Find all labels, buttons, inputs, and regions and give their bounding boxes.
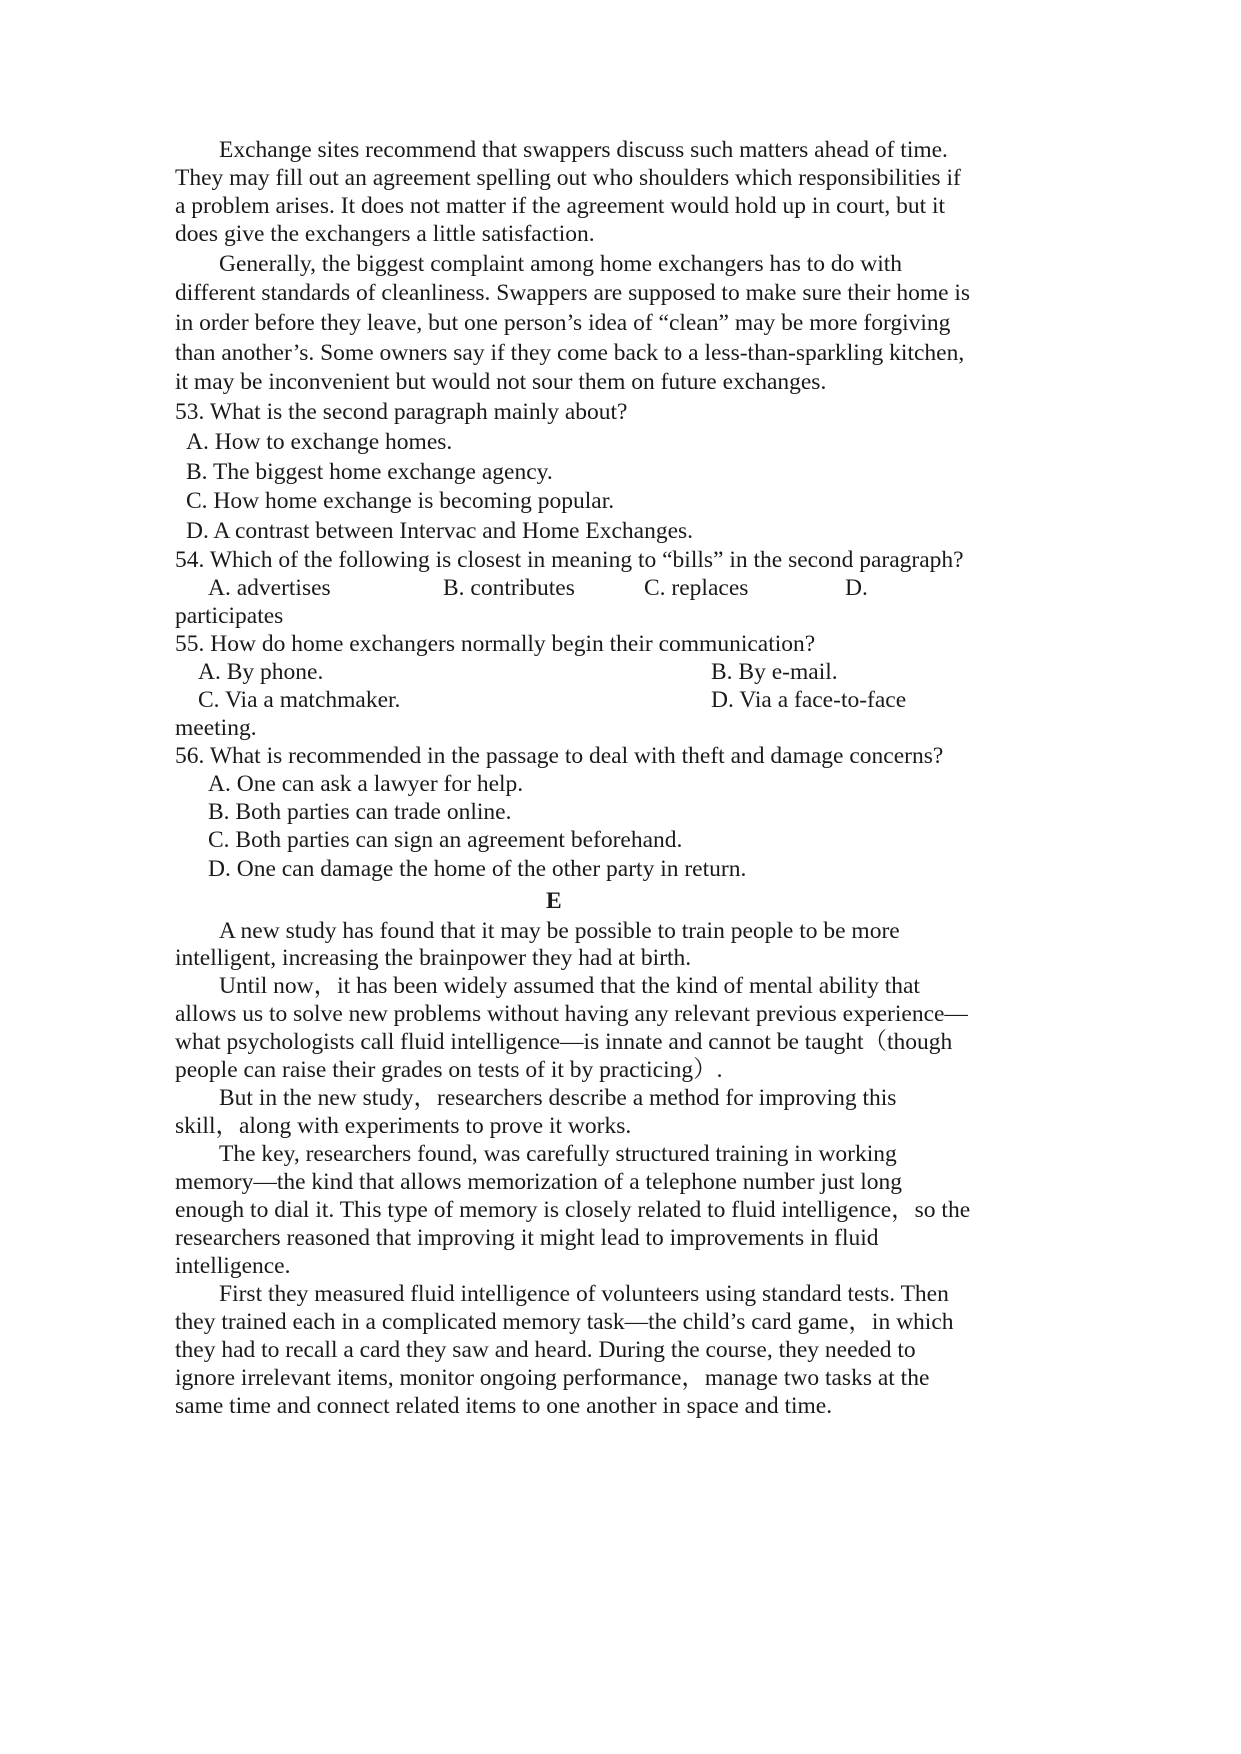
- text-line: it may be inconvenient but would not sour them on future exchanges.: [175, 369, 827, 395]
- text-line: intelligent, increasing the brainpower they had at birth.: [175, 945, 692, 971]
- answer-option-c: C. Both parties can sign an agreement beforehand.: [208, 827, 683, 853]
- answer-option-d: D. A contrast between Intervac and Home Exchanges.: [186, 518, 694, 544]
- text-line: memory—the kind that allows memorization of a telephone number just long: [175, 1169, 903, 1195]
- question-stem: 53. What is the second paragraph mainly about?: [175, 399, 628, 425]
- text-line: skill，along with experiments to prove it works.: [175, 1113, 632, 1139]
- answer-option-d-wrap: participates: [175, 603, 284, 629]
- answer-option-a: A. advertises: [208, 575, 331, 601]
- question-stem: 55. How do home exchangers normally begin their communication?: [175, 631, 816, 657]
- answer-option-b: B. contributes: [443, 575, 575, 601]
- text-line: a problem arises. It does not matter if the agreement would hold up in court, but it: [175, 193, 946, 219]
- answer-option-d: D.: [845, 575, 868, 601]
- section-heading: E: [546, 888, 562, 914]
- text-line: does give the exchangers a little satisfaction.: [175, 221, 595, 247]
- text-line: First they measured fluid intelligence of volunteers using standard tests. Then: [219, 1281, 949, 1307]
- text-line: ignore irrelevant items, monitor ongoing performance，manage two tasks at the: [175, 1365, 930, 1391]
- text-line: researchers reasoned that improving it might lead to improvements in fluid: [175, 1225, 879, 1251]
- answer-option-a: A. By phone.: [198, 659, 324, 685]
- text-line: people can raise their grades on tests of it by practicing）.: [175, 1057, 723, 1083]
- text-line: they had to recall a card they saw and heard. During the course, they needed to: [175, 1337, 916, 1363]
- text-line: A new study has found that it may be possible to train people to be more: [219, 918, 900, 944]
- text-line: But in the new study，researchers describe a method for improving this: [219, 1085, 897, 1111]
- text-line: The key, researchers found, was carefully structured training in working: [219, 1141, 897, 1167]
- question-stem: 54. Which of the following is closest in meaning to “bills” in the second paragraph?: [175, 547, 964, 573]
- answer-option-d-wrap: meeting.: [175, 715, 257, 741]
- answer-option-b: B. By e-mail.: [711, 659, 838, 685]
- answer-option-d: D. Via a face-to-face: [711, 687, 907, 713]
- text-line: they trained each in a complicated memory task—the child’s card game，in which: [175, 1309, 954, 1335]
- text-line: allows us to solve new problems without having any relevant previous experience—: [175, 1001, 968, 1027]
- text-line: Until now，it has been widely assumed that the kind of mental ability that: [219, 973, 920, 999]
- answer-option-c: C. How home exchange is becoming popular.: [186, 488, 615, 514]
- answer-option-b: B. Both parties can trade online.: [208, 799, 512, 825]
- answer-option-c: C. Via a matchmaker.: [198, 687, 401, 713]
- text-line: They may fill out an agreement spelling out who shoulders which responsibilities if: [175, 165, 961, 191]
- text-line: Exchange sites recommend that swappers discuss such matters ahead of time.: [219, 137, 948, 163]
- text-line: Generally, the biggest complaint among home exchangers has to do with: [219, 251, 903, 277]
- answer-option-d: D. One can damage the home of the other party in return.: [208, 856, 747, 882]
- text-line: than another’s. Some owners say if they come back to a less-than-sparkling kitchen,: [175, 340, 965, 366]
- text-line: intelligence.: [175, 1253, 291, 1279]
- answer-option-a: A. One can ask a lawyer for help.: [208, 771, 524, 797]
- text-line: same time and connect related items to one another in space and time.: [175, 1393, 833, 1419]
- question-stem: 56. What is recommended in the passage to deal with theft and damage concerns?: [175, 743, 944, 769]
- answer-option-b: B. The biggest home exchange agency.: [186, 459, 553, 485]
- text-line: in order before they leave, but one person’s idea of “clean” may be more forgiving: [175, 310, 951, 336]
- text-line: what psychologists call fluid intelligence—is innate and cannot be taught（though: [175, 1029, 953, 1055]
- answer-option-a: A. How to exchange homes.: [186, 429, 453, 455]
- answer-option-c: C. replaces: [644, 575, 749, 601]
- text-line: different standards of cleanliness. Swappers are supposed to make sure their home is: [175, 280, 971, 306]
- text-line: enough to dial it. This type of memory is closely related to fluid intelligence，so the: [175, 1197, 971, 1223]
